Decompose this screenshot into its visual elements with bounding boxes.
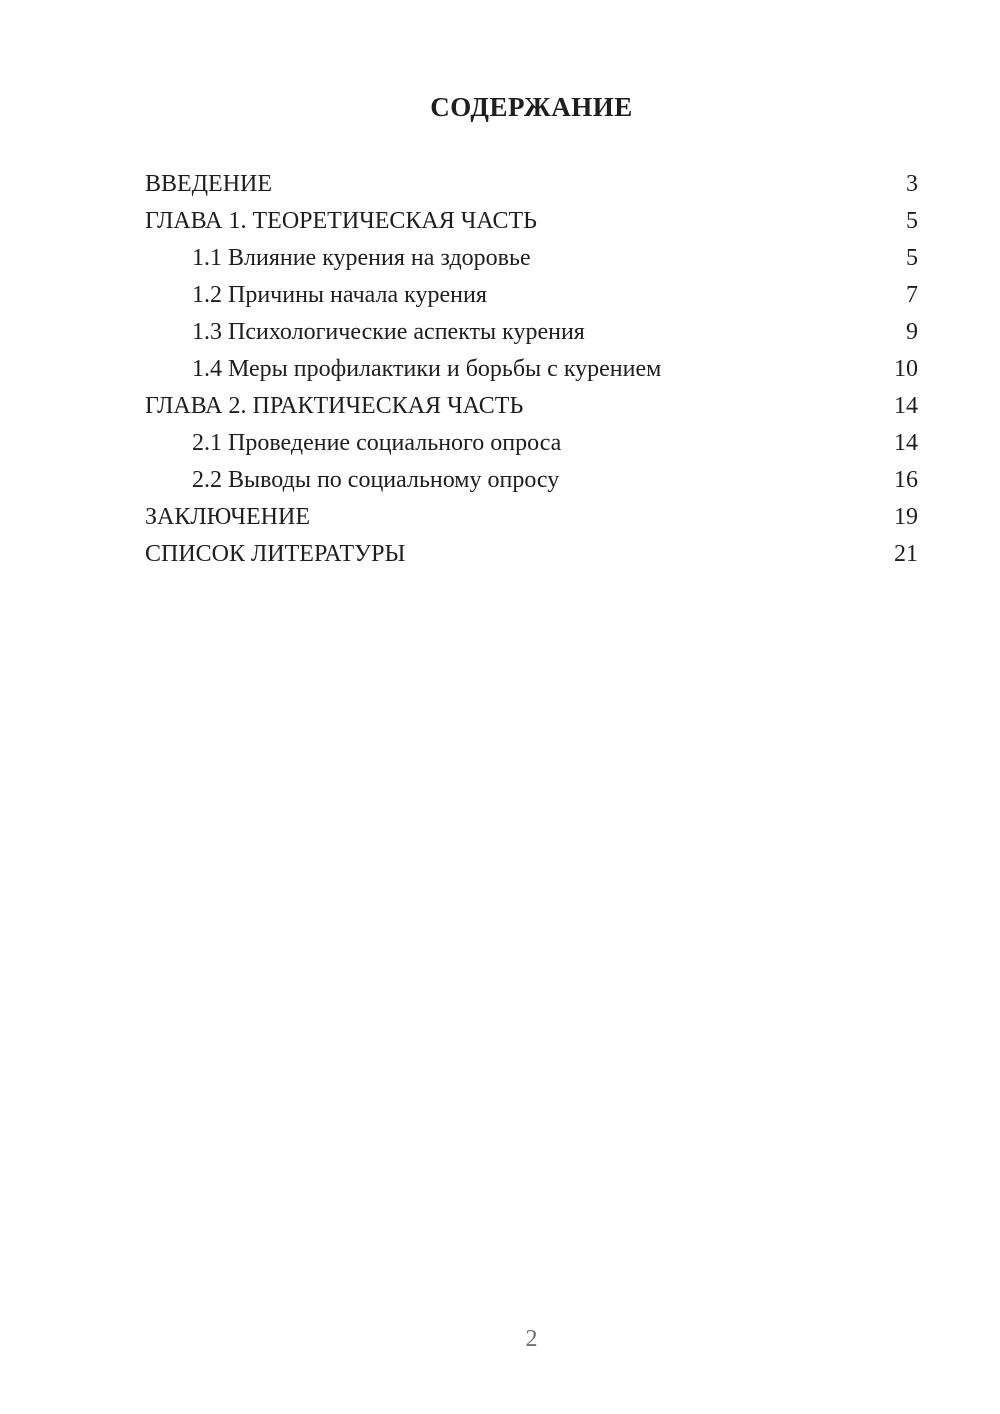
toc-entry-label: 1.4 Меры профилактики и борьбы с курением <box>192 356 662 382</box>
toc-entry-page: 19 <box>894 504 918 530</box>
toc-entry-page: 10 <box>894 356 918 382</box>
toc-entry-label: ЗАКЛЮЧЕНИЕ <box>145 504 310 530</box>
toc-entry-label: 2.2 Выводы по социальному опросу <box>192 467 560 493</box>
toc-entry-page: 9 <box>906 319 918 345</box>
toc-entry-page: 21 <box>894 541 918 567</box>
toc-entry-page: 16 <box>894 467 918 493</box>
toc-entry-label: ВВЕДЕНИЕ <box>145 171 273 197</box>
toc-entry-label: ГЛАВА 1. ТЕОРЕТИЧЕСКАЯ ЧАСТЬ <box>145 208 537 234</box>
toc-entry-label: ГЛАВА 2. ПРАКТИЧЕСКАЯ ЧАСТЬ <box>145 393 524 419</box>
toc-entry-label: 1.1 Влияние курения на здоровье <box>192 245 531 271</box>
toc-row <box>145 425 918 462</box>
toc-entry-page: 5 <box>906 208 918 234</box>
toc-entry-page: 3 <box>906 171 918 197</box>
toc-entry-label: 1.2 Причины начала курения <box>192 282 487 308</box>
toc-row <box>145 462 918 499</box>
toc-row <box>145 536 918 573</box>
toc-entry-label: СПИСОК ЛИТЕРАТУРЫ <box>145 541 406 567</box>
toc-entry-page: 5 <box>906 245 918 271</box>
toc-row <box>145 203 918 240</box>
toc-row <box>145 388 918 425</box>
toc-entry-page: 14 <box>894 430 918 456</box>
toc-entry-page: 14 <box>894 393 918 419</box>
toc-row <box>145 499 918 536</box>
toc-entry-label: 2.1 Проведение социального опроса <box>192 430 562 456</box>
toc-entry-label: 1.3 Психологические аспекты курения <box>192 319 585 345</box>
table-of-contents <box>145 166 918 573</box>
toc-row <box>145 240 918 277</box>
toc-row <box>145 166 918 203</box>
toc-row <box>145 277 918 314</box>
toc-row <box>145 314 918 351</box>
page-title: СОДЕРЖАНИЕ <box>430 92 633 122</box>
toc-entry-page: 7 <box>906 282 918 308</box>
toc-row <box>145 351 918 388</box>
page-number: 2 <box>525 1326 538 1352</box>
